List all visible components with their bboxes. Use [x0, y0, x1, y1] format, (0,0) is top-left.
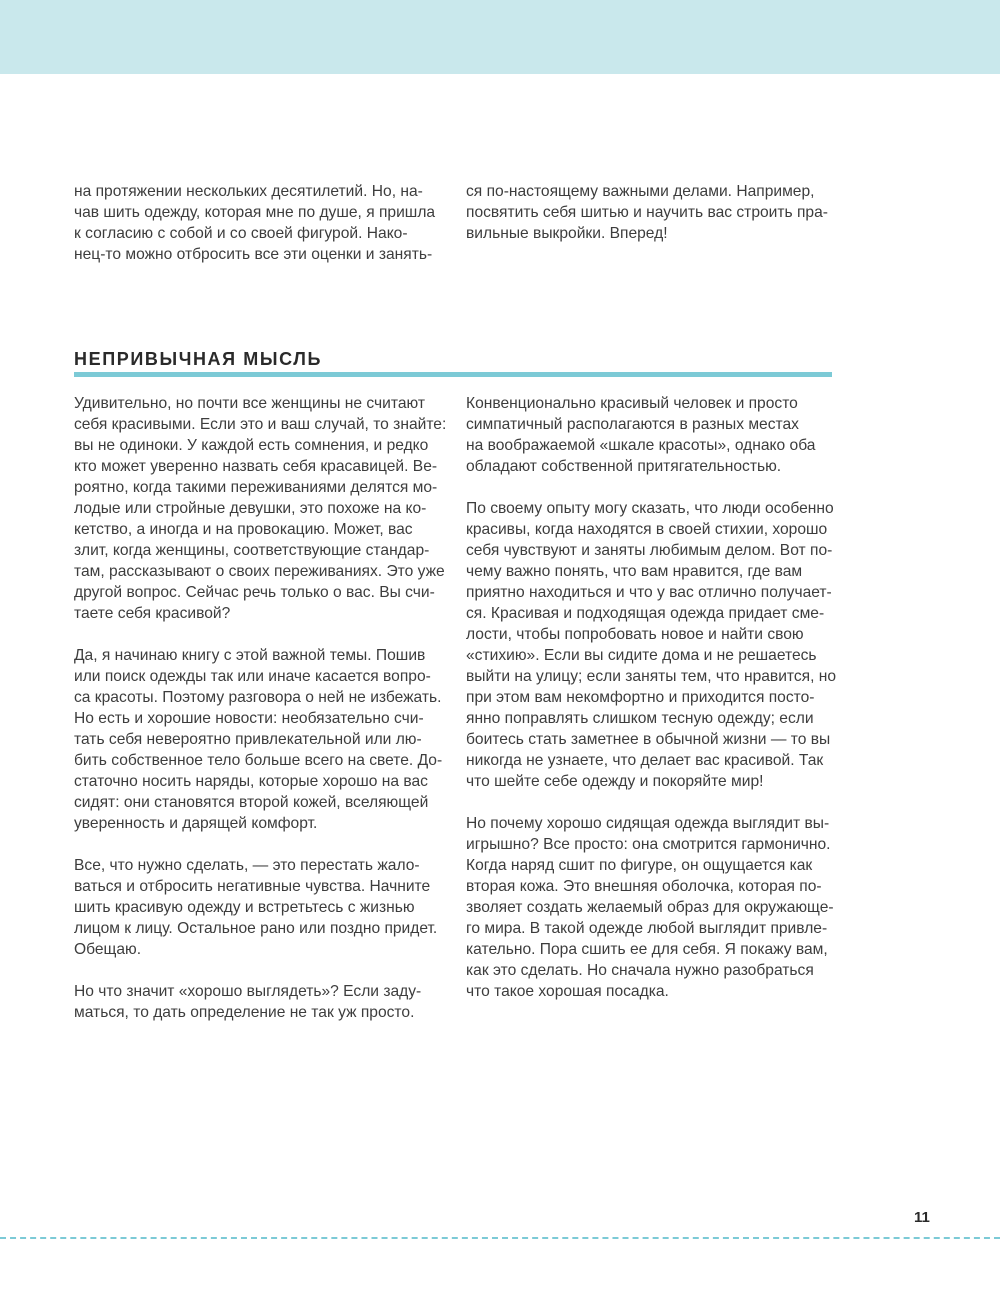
intro-left-column [74, 181, 435, 286]
text-line: боитесь стать заметнее в обычной жизни — то вы [466, 731, 831, 748]
text-line: Конвенционально красивый человек и просто [466, 395, 798, 412]
text-line: вторая кожа. Это внешняя оболочка, которая по- [466, 878, 822, 895]
text-line: ся. Красивая и подходящая одежда придает сме- [466, 605, 825, 622]
paragraph [74, 981, 446, 1023]
main-right-column [466, 393, 836, 1023]
text-line: на воображаемой «шкале красоты», однако оба [466, 437, 816, 454]
text-line: симпатичный располагаются в разных местах [466, 416, 799, 433]
text-line: никогда не узнаете, что делает вас красивой. Так [466, 752, 824, 769]
text-line: ваться и отбросить негативные чувства. Начните [74, 878, 431, 895]
text-line: кетство, а иногда и на провокацию. Может, вас [74, 521, 413, 538]
paragraph [74, 855, 446, 960]
paragraph [466, 393, 836, 477]
intro-right-paragraph [466, 181, 828, 244]
text-line: лицом к лицу. Остальное рано или поздно придет. [74, 920, 438, 937]
text-line: Но что значит «хорошо выглядеть»? Если заду- [74, 983, 422, 1000]
text-line: себя чувствуют и заняты любимым делом. Вот по- [466, 542, 833, 559]
footer-dashed-rule [0, 1237, 1000, 1239]
text-line: вы не одиноки. У каждой есть сомнения, и редко [74, 437, 429, 454]
text-line: чему важно понять, что вам нравится, где вам [466, 563, 803, 580]
page-number: 11 [914, 1209, 930, 1226]
text-line: при этом вам некомфортно и приходится посто- [466, 689, 815, 706]
text-line: злит, когда женщины, соответствующие стандар- [74, 542, 430, 559]
text-line: са красоты. Поэтому разговора о ней не избежать. [74, 689, 442, 706]
text-line: янно поправлять слишком тесную одежду; если [466, 710, 814, 727]
text-line: обладают собственной притягательностью. [466, 458, 782, 475]
text-line: себя красивыми. Если это и ваш случай, то знайте: [74, 416, 447, 433]
paragraph [466, 813, 836, 1002]
text-line: зволяет создать желаемый образ для окружающе- [466, 899, 834, 916]
text-line: Да, я начинаю книгу с этой важной темы. Пошив [74, 647, 426, 664]
paragraph [74, 645, 446, 834]
text-line: что шейте себе одежду и покоряйте мир! [466, 773, 764, 790]
text-line: или поиск одежды так или иначе касается вопро- [74, 668, 431, 685]
text-line: кто может уверенно назвать себя красавицей. Ве- [74, 458, 438, 475]
text-line: как это сделать. Но сначала нужно разобраться [466, 962, 814, 979]
section-heading-rule [74, 372, 832, 377]
text-line: ся по-настоящему важными делами. Например, [466, 183, 815, 200]
text-line: Все, что нужно сделать, — это перестать жало- [74, 857, 420, 874]
text-line: красивы, когда находятся в своей стихии, хорошо [466, 521, 828, 538]
text-line: кательно. Пора сшить ее для себя. Я покажу вам, [466, 941, 828, 958]
text-line: там, рассказывают о своих переживаниях. Это уже [74, 563, 445, 580]
text-line: другой вопрос. Сейчас речь только о вас. Вы счи- [74, 584, 435, 601]
text-line: Удивительно, но почти все женщины не считают [74, 395, 426, 412]
text-line: таете себя красивой? [74, 605, 231, 622]
text-line: уверенность и дарящей комфорт. [74, 815, 318, 832]
text-line: тать себя невероятно привлекательной или лю- [74, 731, 422, 748]
text-line: По своему опыту могу сказать, что люди особенно [466, 500, 834, 517]
text-line: сидят: они становятся второй кожей, вселяющей [74, 794, 429, 811]
text-line: посвятить себя шитью и научить вас строить пра- [466, 204, 828, 221]
text-line: к согласию с собой и со своей фигурой. Нако- [74, 225, 408, 242]
text-line: «стихию». Если вы сидите дома и не решаетесь [466, 647, 817, 664]
section-heading: НЕПРИВЫЧНАЯ МЫСЛЬ [74, 349, 323, 369]
top-color-band [0, 0, 1000, 74]
text-line: приятно находиться и что у вас отлично получает- [466, 584, 832, 601]
paragraph [74, 393, 446, 624]
text-line: на протяжении нескольких десятилетий. Но, на- [74, 183, 423, 200]
text-line: нец-то можно отбросить все эти оценки и занять- [74, 246, 433, 263]
text-line: чав шить одежду, которая мне по душе, я пришла [74, 204, 436, 221]
intro-left-paragraph [74, 181, 435, 265]
text-line: что такое хорошая посадка. [466, 983, 669, 1000]
text-line: выйти на улицу; если заняты тем, что нравится, но [466, 668, 837, 685]
text-line: игрышно? Все просто: она смотрится гармонично. [466, 836, 831, 853]
paragraph [466, 498, 836, 792]
text-line: го мира. В такой одежде любой выглядит привле- [466, 920, 828, 937]
text-line: статочно носить наряды, которые хорошо на вас [74, 773, 428, 790]
text-line: шить красивую одежду и встретьтесь с жизнью [74, 899, 415, 916]
text-line: Но почему хорошо сидящая одежда выглядит вы- [466, 815, 830, 832]
main-left-column [74, 393, 446, 1044]
text-line: маться, то дать определение не так уж просто. [74, 1004, 415, 1021]
text-line: лодые или стройные девушки, это похоже на ко- [74, 500, 427, 517]
text-line: бить собственное тело больше всего на свете. До- [74, 752, 443, 769]
text-line: лости, чтобы попробовать новое и найти свою [466, 626, 804, 643]
text-line: роятно, когда такими переживаниями делятся мо- [74, 479, 438, 496]
text-line: Когда наряд сшит по фигуре, он ощущается как [466, 857, 813, 874]
text-line: Обещаю. [74, 941, 142, 958]
intro-right-column [466, 181, 828, 265]
text-line: Но есть и хорошие новости: необязательно счи- [74, 710, 424, 727]
text-line: вильные выкройки. Вперед! [466, 225, 668, 242]
